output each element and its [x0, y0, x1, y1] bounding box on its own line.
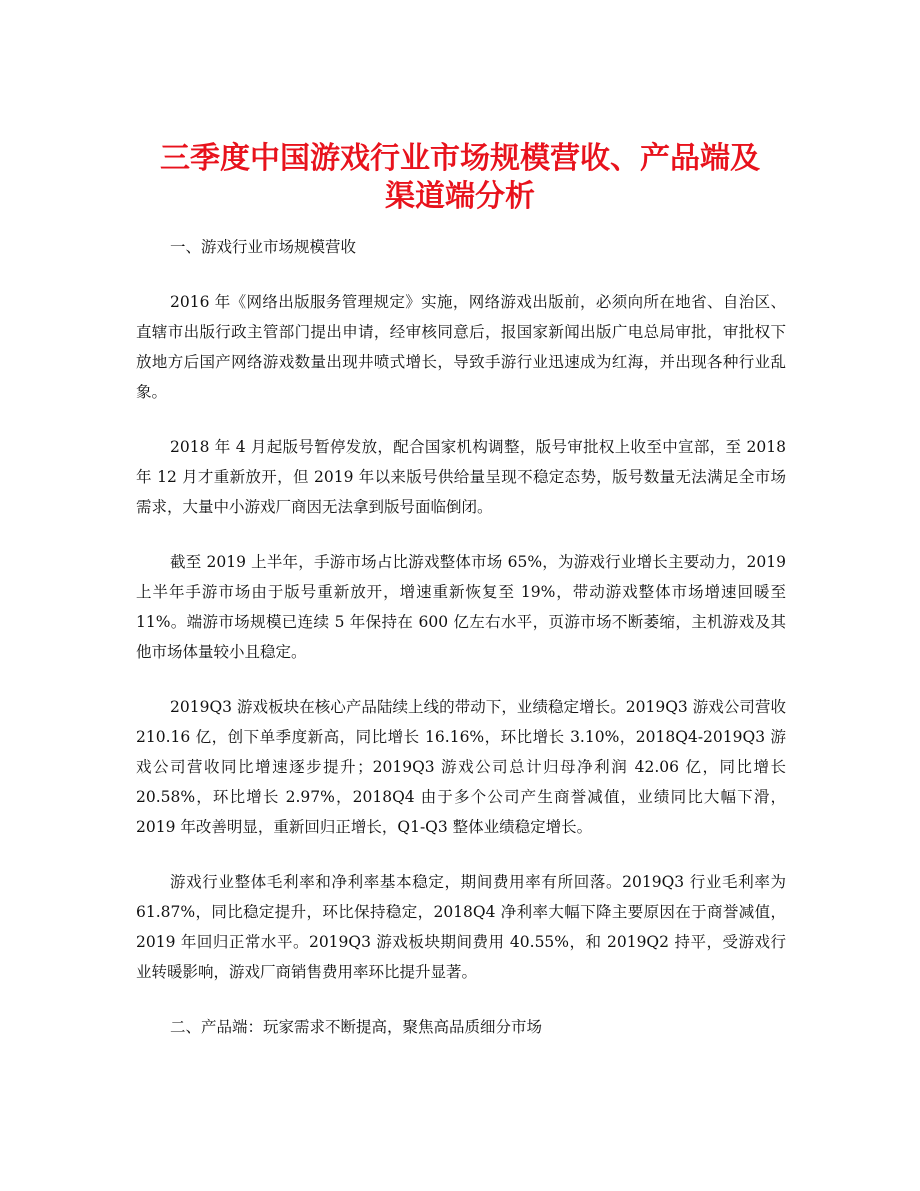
document-title — [100, 140, 820, 216]
document-body — [136, 232, 786, 1067]
paragraph-3: 截至 2019 上半年，手游市场占比游戏整体市场 65%，为游戏行业增长主要动力，2019 上半年手游市场由于版号重新放开，增速重新恢复至 19%，带动游戏整体市场增速回暖至 11%。端游市场规模已连续 5 年保持在 600 亿左右水平，页游市场不断萎缩，主机游戏及其他市场体量较小且稳定。 — [136, 553, 786, 661]
section-heading-2: 二、产品端：玩家需求不断提高，聚焦高品质细分市场 — [170, 1018, 543, 1036]
paragraph-2: 2018 年 4 月起版号暂停发放，配合国家机构调整，版号审批权上收至中宣部，至 2018 年 12 月才重新放开，但 2019 年以来版号供给量呈现不稳定态势，版号数量无法满足全市场需求，大量中小游戏厂商因无法拿到版号面临倒闭。 — [136, 438, 786, 516]
title-line-2: 渠道端分析 — [385, 179, 535, 214]
section-heading-1: 一、游戏行业市场规模营收 — [170, 238, 357, 256]
paragraph-1: 2016 年《网络出版服务管理规定》实施，网络游戏出版前，必须向所在地省、自治区、直辖市出版行政主管部门提出申请，经审核同意后，报国家新闻出版广电总局审批，审批权下放地方后国产网络游戏数量出现井喷式增长，导致手游行业迅速成为红海，并出现各种行业乱象。 — [136, 293, 786, 401]
paragraph-5: 游戏行业整体毛利率和净利率基本稳定，期间费用率有所回落。2019Q3 行业毛利率为 61.87%，同比稳定提升，环比保持稳定，2018Q4 净利率大幅下降主要原因在于商誉减值，2019 年回归正常水平。2019Q3 游戏板块期间费用 40.55%，和 2019Q2 持平，受游戏行业转暖影响，游戏厂商销售费用率环比提升显著。 — [136, 873, 786, 981]
title-line-1: 三季度中国游戏行业市场规模营收、产品端及 — [160, 141, 760, 176]
paragraph-4: 2019Q3 游戏板块在核心产品陆续上线的带动下，业绩稳定增长。2019Q3 游戏公司营收 210.16 亿，创下单季度新高，同比增长 16.16%，环比增长 3.10%，2018Q4-2019Q3 游戏公司营收同比增速逐步提升；2019Q3 游戏公司总计归母净利润 42.06 亿，同比增长 20.58%，环比增长 2.97%，2018Q4 由于多个公司产生商誉减值，业绩同比大幅下滑，2019 年改善明显，重新回归正增长，Q1-Q3 整体业绩稳定增长。 — [136, 698, 786, 836]
